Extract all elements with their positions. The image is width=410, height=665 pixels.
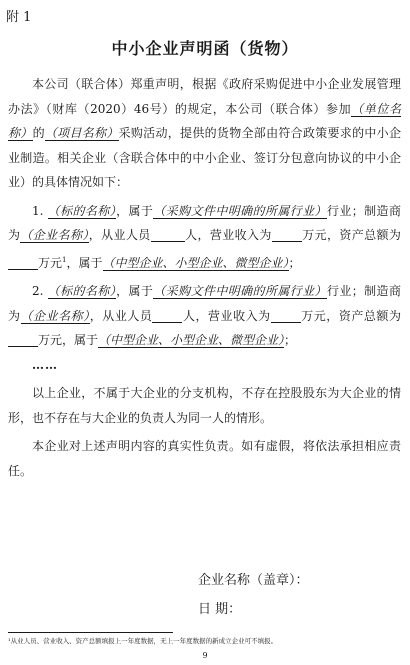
- page-number: 9: [202, 651, 208, 660]
- item-text: 人，营业收入为: [184, 228, 272, 242]
- unit-name-field: （单位名称）: [8, 101, 401, 140]
- manufacturer-field: （企业名称）: [20, 228, 89, 242]
- item-text: ，从业人员: [88, 228, 151, 242]
- employees-blank: [152, 308, 182, 323]
- employees-blank: [151, 227, 185, 242]
- item-text: 行业；制造商为: [8, 203, 401, 242]
- item-text: 人，营业收入为: [182, 308, 271, 323]
- footnote: ¹从业人员、营业收入、资产总额填报上一年度数据，无上一年度数据的新成立企业可不填报。: [8, 637, 278, 645]
- declaration-paragraph: [8, 72, 401, 195]
- footnote-divider: [8, 632, 173, 633]
- declaration-text-3: 采购活动，提供的货物全部由符合政策要求的中小企业制造。相关企业（含联合体中的中小企业、签订分包意向协议的中小企业）的具体情况如下：: [8, 126, 401, 189]
- declaration-body: [8, 72, 401, 483]
- item-number: 2.: [32, 284, 44, 298]
- enterprise-item-2: [8, 279, 401, 353]
- assets-blank: [8, 332, 38, 347]
- declaration-text-1: 本公司（联合体）郑重声明，根据《政府采购促进中小企业发展管理办法》（财库（2020）46号）的规定，本公司（联合体）参加: [8, 77, 401, 116]
- item-number: 1.: [32, 203, 44, 218]
- subject-name-field: （标的名称）: [47, 284, 117, 298]
- responsibility-paragraph: 本企业对上述声明内容的真实性负责。如有虚假，将依法承担相应责任。: [8, 439, 401, 478]
- item-text: ；: [288, 255, 301, 270]
- item-text: ，属于: [116, 284, 154, 298]
- annex-label: 附 1: [6, 10, 32, 25]
- ellipsis: ……: [32, 357, 58, 372]
- subject-name-field: （标的名称）: [47, 203, 117, 218]
- item-text: 万元: [38, 255, 63, 270]
- statement-paragraph: 以上企业，不属于大企业的分支机构，不存在控股股东为大企业的情形，也不存在与大企业的负责人为同一人的情形。: [8, 386, 401, 425]
- item-text: 万元，资产总额为: [300, 308, 401, 323]
- size-class-field: （中型企业、小型企业、微型企业）: [102, 255, 289, 270]
- document-title: 中小企业声明函（货物）: [111, 39, 299, 58]
- item-text: ，属于: [116, 203, 154, 218]
- project-name-field: （项目名称）: [44, 126, 119, 140]
- item-text: ，从业人员: [89, 308, 153, 323]
- enterprise-item-1: [8, 199, 401, 276]
- size-class-field: （中型企业、小型企业、微型企业）: [98, 333, 285, 347]
- assets-blank: [8, 255, 38, 270]
- item-text: 行业；制造商为: [8, 284, 401, 323]
- date-line: 日 期：: [198, 602, 242, 617]
- company-signature-line: 企业名称（盖章）：: [198, 573, 309, 588]
- item-text: 万元，资产总额为: [301, 228, 401, 242]
- item-text: ，属于: [66, 255, 103, 270]
- declaration-text-2: 的: [32, 126, 45, 140]
- item-text: ；: [284, 333, 297, 347]
- industry-field: （采购文件中明确的所属行业）: [153, 284, 327, 298]
- footnote-marker: 1: [62, 255, 67, 264]
- revenue-blank: [272, 227, 302, 242]
- manufacturer-field: （企业名称）: [20, 308, 90, 323]
- industry-field: （采购文件中明确的所属行业）: [153, 203, 327, 218]
- item-text: 万元，属于: [38, 333, 99, 347]
- revenue-blank: [271, 308, 301, 323]
